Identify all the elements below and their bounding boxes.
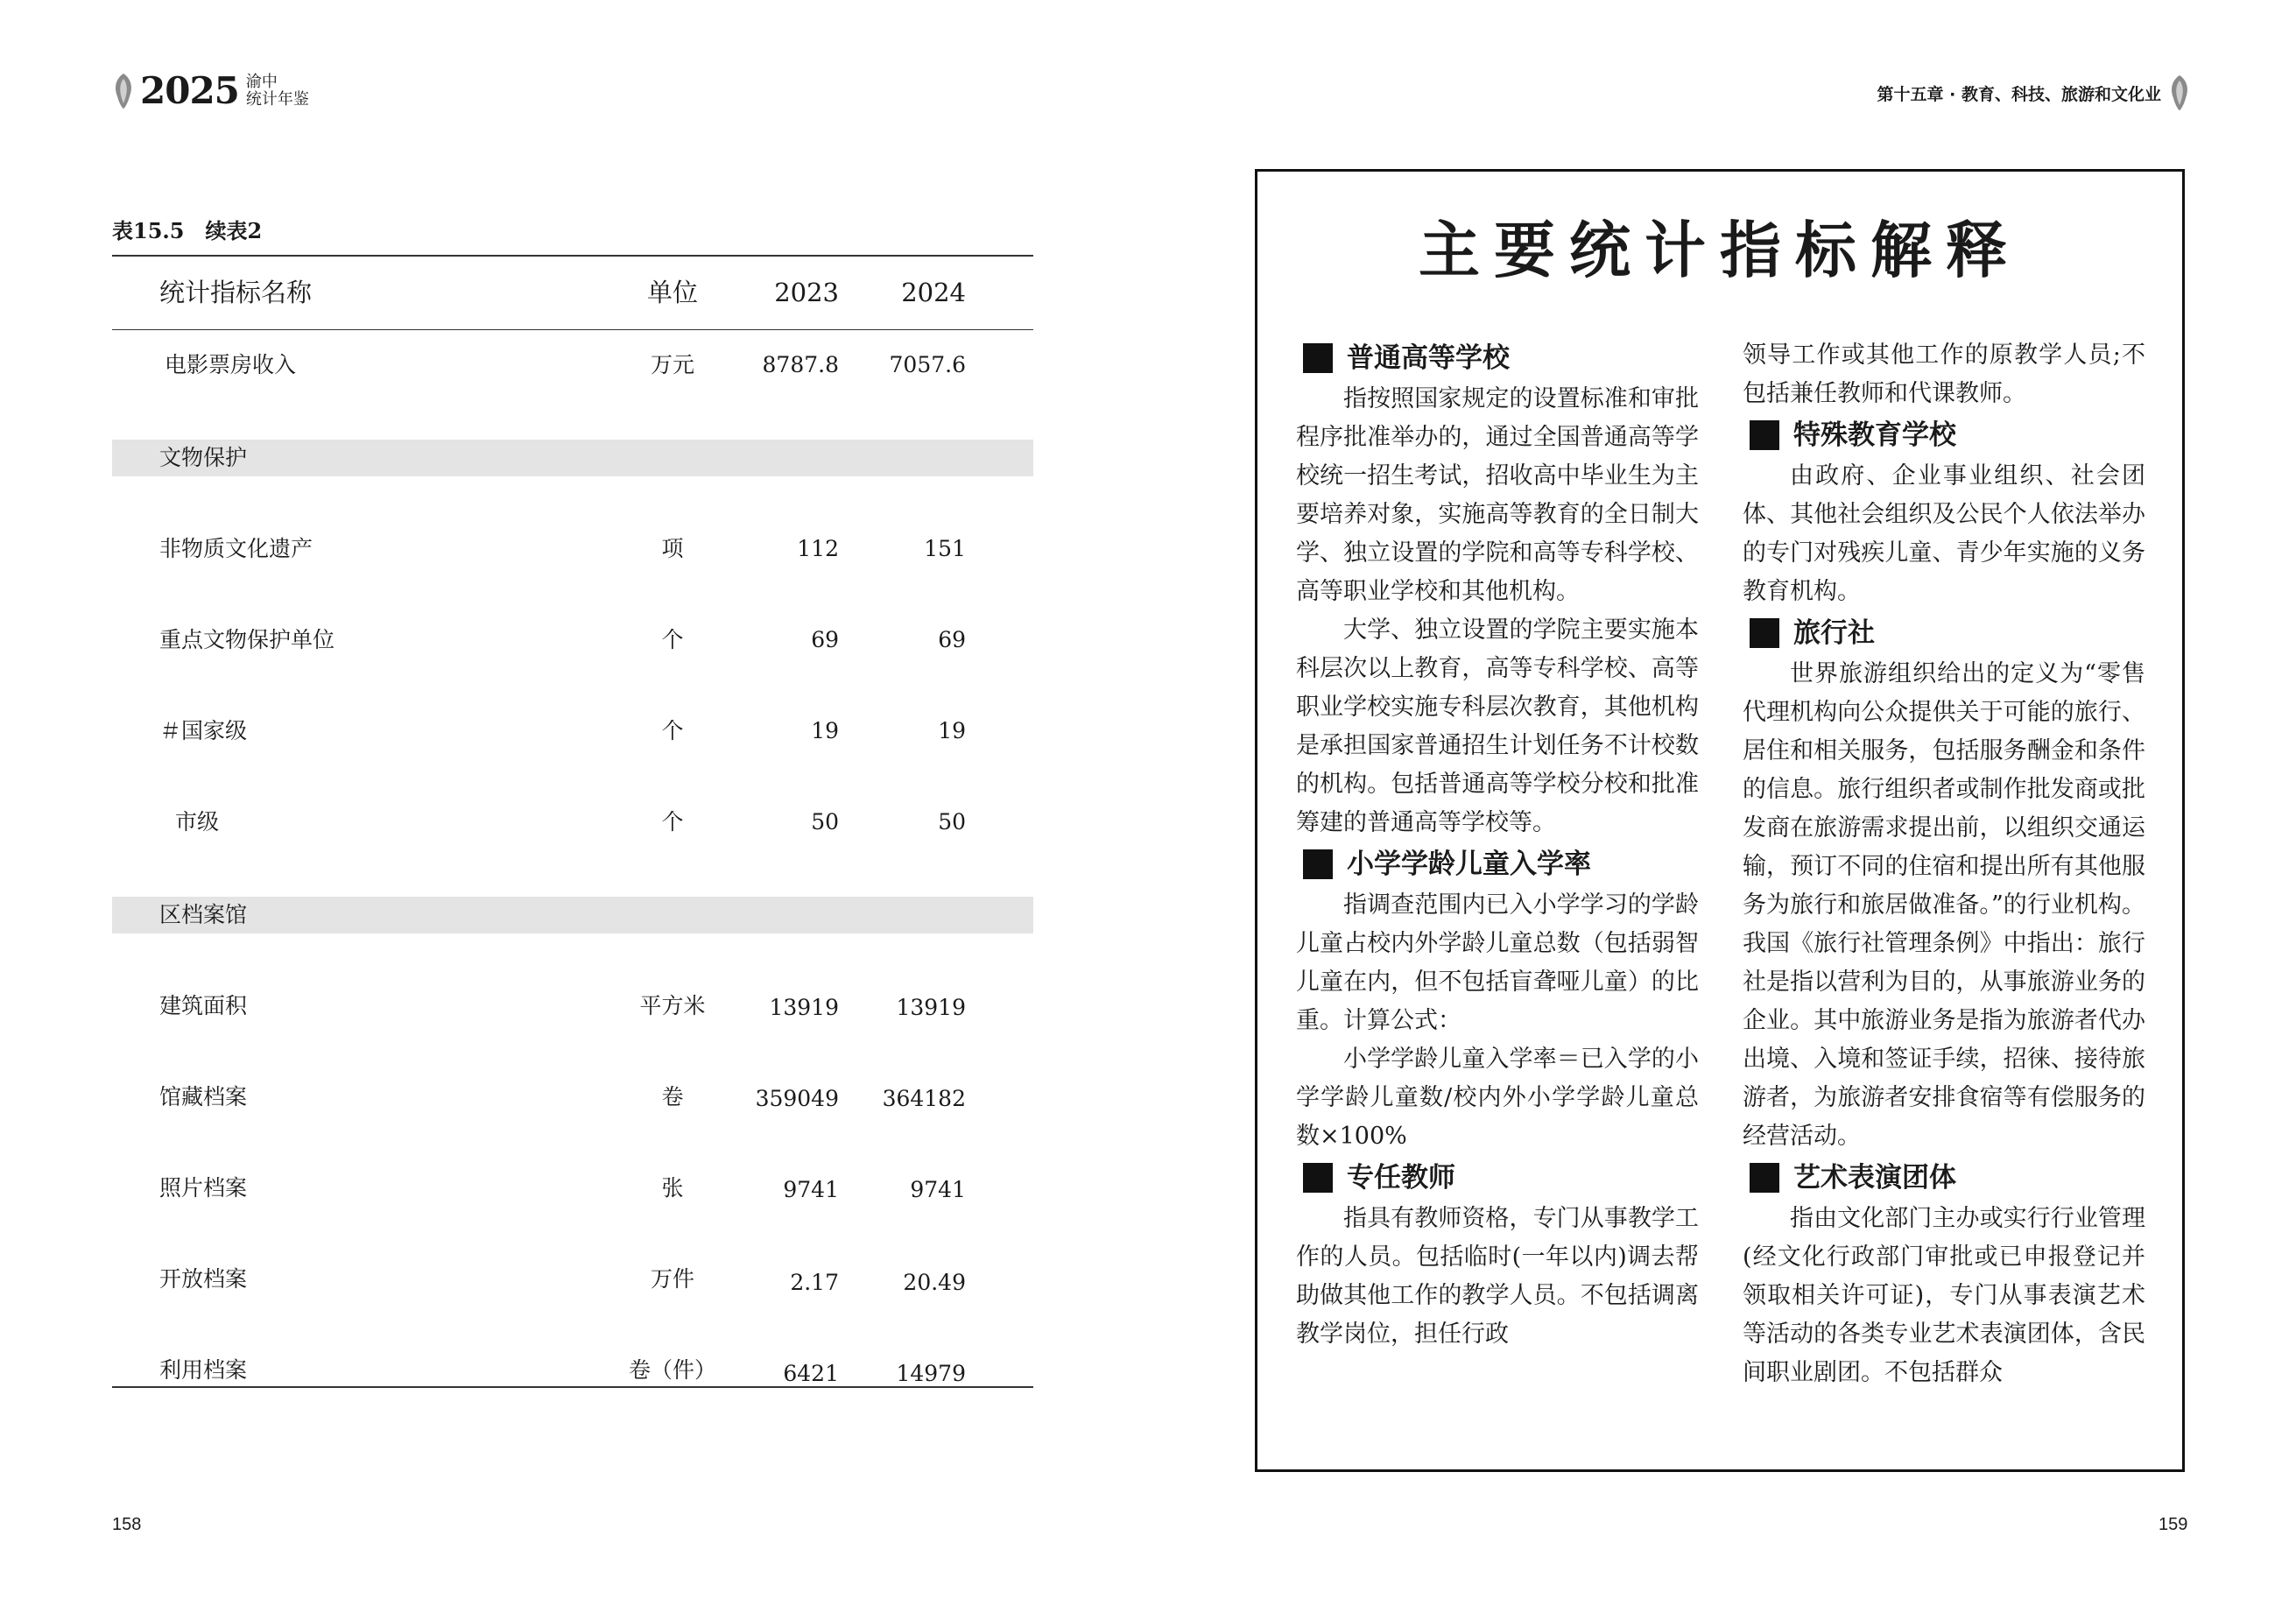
row-name: 建筑面积: [159, 993, 248, 1018]
row-unit: 平方米: [639, 993, 706, 1018]
square-bullet-icon: [1750, 618, 1779, 648]
row-value-2023: 112: [797, 536, 839, 561]
glossary-paragraph: 指由文化部门主办或实行行业管理(经文化行政部门审批或已申报登记并领取相关许可证)，专门从事表演艺术等活动的各类专业艺术表演团体，含民间职业剧团。不包括群众: [1743, 1205, 2145, 1386]
row-value-2023: 2.17: [790, 1270, 839, 1295]
row-name: 利用档案: [159, 1357, 248, 1383]
row-value-2024: 50: [938, 809, 966, 835]
yearbook-year: 2025: [140, 69, 239, 112]
glossary-paragraph: 大学、独立设置的学院主要实施本科层次以上教育，高等专科学校、高等职业学校实施专科层次教育，其他机构是承担国家普通招生计划任务不计校数的机构。包括普通高等学校分校和批准筹建的普通高等学校等。: [1296, 616, 1699, 836]
chapter-title: 第十五章 · 教育、科技、旅游和文化业: [1877, 84, 2161, 104]
yearbook-logo: [112, 68, 309, 114]
table-header-rule: [112, 329, 1033, 330]
chapter-heading: [1877, 74, 2191, 112]
row-unit: 项: [661, 536, 684, 561]
yearbook-title-line1: 渝中: [245, 73, 278, 91]
row-name: 照片档案: [159, 1175, 248, 1201]
row-name: 重点文物保护单位: [159, 627, 335, 652]
row-value-2024: 9741: [910, 1177, 966, 1202]
glossary-heading: [1296, 336, 1699, 380]
row-unit: 万件: [650, 1266, 694, 1292]
row-value-2024: 20.49: [903, 1270, 966, 1295]
page-number-left: 158: [112, 1515, 142, 1534]
square-bullet-icon: [1303, 849, 1333, 879]
glossary-paragraph: 指具有教师资格，专门从事教学工作的人员。包括临时(一年以内)调去帮助做其他工作的教学人员。不包括调离教学岗位，担任行政: [1296, 1205, 1699, 1348]
row-value-2024: 14979: [896, 1361, 966, 1386]
glossary-heading: [1296, 842, 1699, 886]
square-bullet-icon: [1750, 1163, 1779, 1193]
glossary-heading: [1743, 413, 2145, 457]
column-header-2024: 2024: [901, 278, 966, 307]
glossary-paragraph: 小学学龄儿童入学率＝已入学的小学学龄儿童数/校内外小学学龄儿童总数×100%: [1296, 1046, 1699, 1150]
glossary-heading: [1743, 1156, 2145, 1200]
emblem-icon: [2168, 74, 2191, 112]
yearbook-title: [246, 74, 309, 109]
row-value-2024: 19: [938, 718, 966, 743]
row-unit: 卷（件）: [628, 1357, 716, 1383]
row-value-2023: 6421: [783, 1361, 839, 1386]
row-value-2023: 19: [811, 718, 839, 743]
row-value-2023: 359049: [755, 1086, 839, 1111]
glossary-title: 主要统计指标解释: [1419, 214, 2021, 286]
section-band: [112, 440, 1033, 476]
row-name: 电影票房收入: [165, 352, 297, 377]
glossary-right-column: [1743, 336, 2145, 1392]
row-unit: 个: [661, 627, 684, 652]
glossary-heading-text: 旅行社: [1793, 617, 1875, 649]
row-unit: 个: [661, 809, 684, 835]
glossary-heading-text: 小学学龄儿童入学率: [1347, 849, 1591, 880]
column-header-unit: 单位: [646, 278, 698, 307]
glossary-paragraph: 由政府、企业事业组织、社会团体、其他社会组织及公民个人依法举办的专门对残疾儿童、青少年实施的义务教育机构。: [1743, 462, 2145, 605]
square-bullet-icon: [1750, 420, 1779, 450]
row-name: 市级: [175, 809, 220, 835]
row-value-2024: 151: [924, 536, 966, 561]
section-label: 区档案馆: [159, 902, 248, 927]
row-unit: 张: [661, 1175, 684, 1201]
row-value-2024: 364182: [882, 1086, 966, 1111]
glossary-heading-text: 艺术表演团体: [1793, 1162, 1956, 1194]
row-value-2023: 8787.8: [762, 352, 839, 377]
row-name: 非物质文化遗产: [159, 536, 313, 561]
row-value-2023: 50: [811, 809, 839, 835]
square-bullet-icon: [1303, 1163, 1333, 1193]
row-unit: 个: [661, 718, 684, 743]
glossary-paragraph: 指调查范围内已入小学学习的学龄儿童占校内外学龄儿童总数（包括弱智儿童在内，但不包括盲聋哑儿童）的比重。计算公式：: [1296, 891, 1699, 1034]
column-header-indicator: 统计指标名称: [159, 278, 313, 307]
row-value-2023: 69: [811, 627, 839, 652]
row-value-2024: 7057.6: [889, 352, 966, 377]
glossary-heading: [1743, 611, 2145, 655]
row-name: 馆藏档案: [159, 1084, 248, 1109]
table-caption: 表15.5 续表2: [112, 218, 263, 243]
square-bullet-icon: [1303, 343, 1333, 373]
page-number-right: 159: [2159, 1515, 2188, 1534]
row-name: ＃国家级: [159, 718, 248, 743]
row-value-2023: 13919: [769, 995, 839, 1020]
section-band: [112, 897, 1033, 933]
glossary-heading: [1296, 1156, 1699, 1200]
row-value-2024: 13919: [896, 995, 966, 1020]
yearbook-title-line2: 统计年鉴: [245, 90, 309, 109]
glossary-heading-text: 普通高等学校: [1347, 342, 1510, 374]
section-label: 文物保护: [159, 445, 248, 470]
emblem-icon: [112, 72, 135, 110]
row-value-2024: 69: [938, 627, 966, 652]
glossary-paragraph: 领导工作或其他工作的原教学人员;不包括兼任教师和代课教师。: [1743, 342, 2145, 407]
column-header-2023: 2023: [774, 278, 839, 307]
row-unit: 卷: [661, 1084, 684, 1109]
row-name: 开放档案: [159, 1266, 248, 1292]
row-value-2023: 9741: [783, 1177, 839, 1202]
glossary-paragraph: 指按照国家规定的设置标准和审批程序批准举办的，通过全国普通高等学校统一招生考试，招收高中毕业生为主要培养对象，实施高等教育的全日制大学、独立设置的学院和高等专科学校、高等职业学校和其他机构。: [1296, 385, 1699, 605]
table-top-rule: [112, 255, 1033, 257]
row-unit: 万元: [650, 352, 694, 377]
glossary-heading-text: 特殊教育学校: [1793, 419, 1956, 451]
glossary-left-column: [1296, 336, 1699, 1354]
glossary-heading-text: 专任教师: [1347, 1162, 1455, 1194]
glossary-paragraph: 世界旅游组织给出的定义为“零售代理机构向公众提供关于可能的旅行、居住和相关服务，包括服务酬金和条件的信息。旅行组织者或制作批发商或批发商在旅游需求提出前，以组织交通运输，预订不同的住宿和提出所有其他服务为旅行和旅居做准备。”的行业机构。我国《旅行社管理条例》中指出：旅行社是指以营利为目的，从事旅游业务的企业。其中旅游业务是指为旅游者代办出境、入境和签证手续，招徕、接待旅游者，为旅游者安排食宿等有偿服务的经营活动。: [1743, 660, 2145, 1150]
